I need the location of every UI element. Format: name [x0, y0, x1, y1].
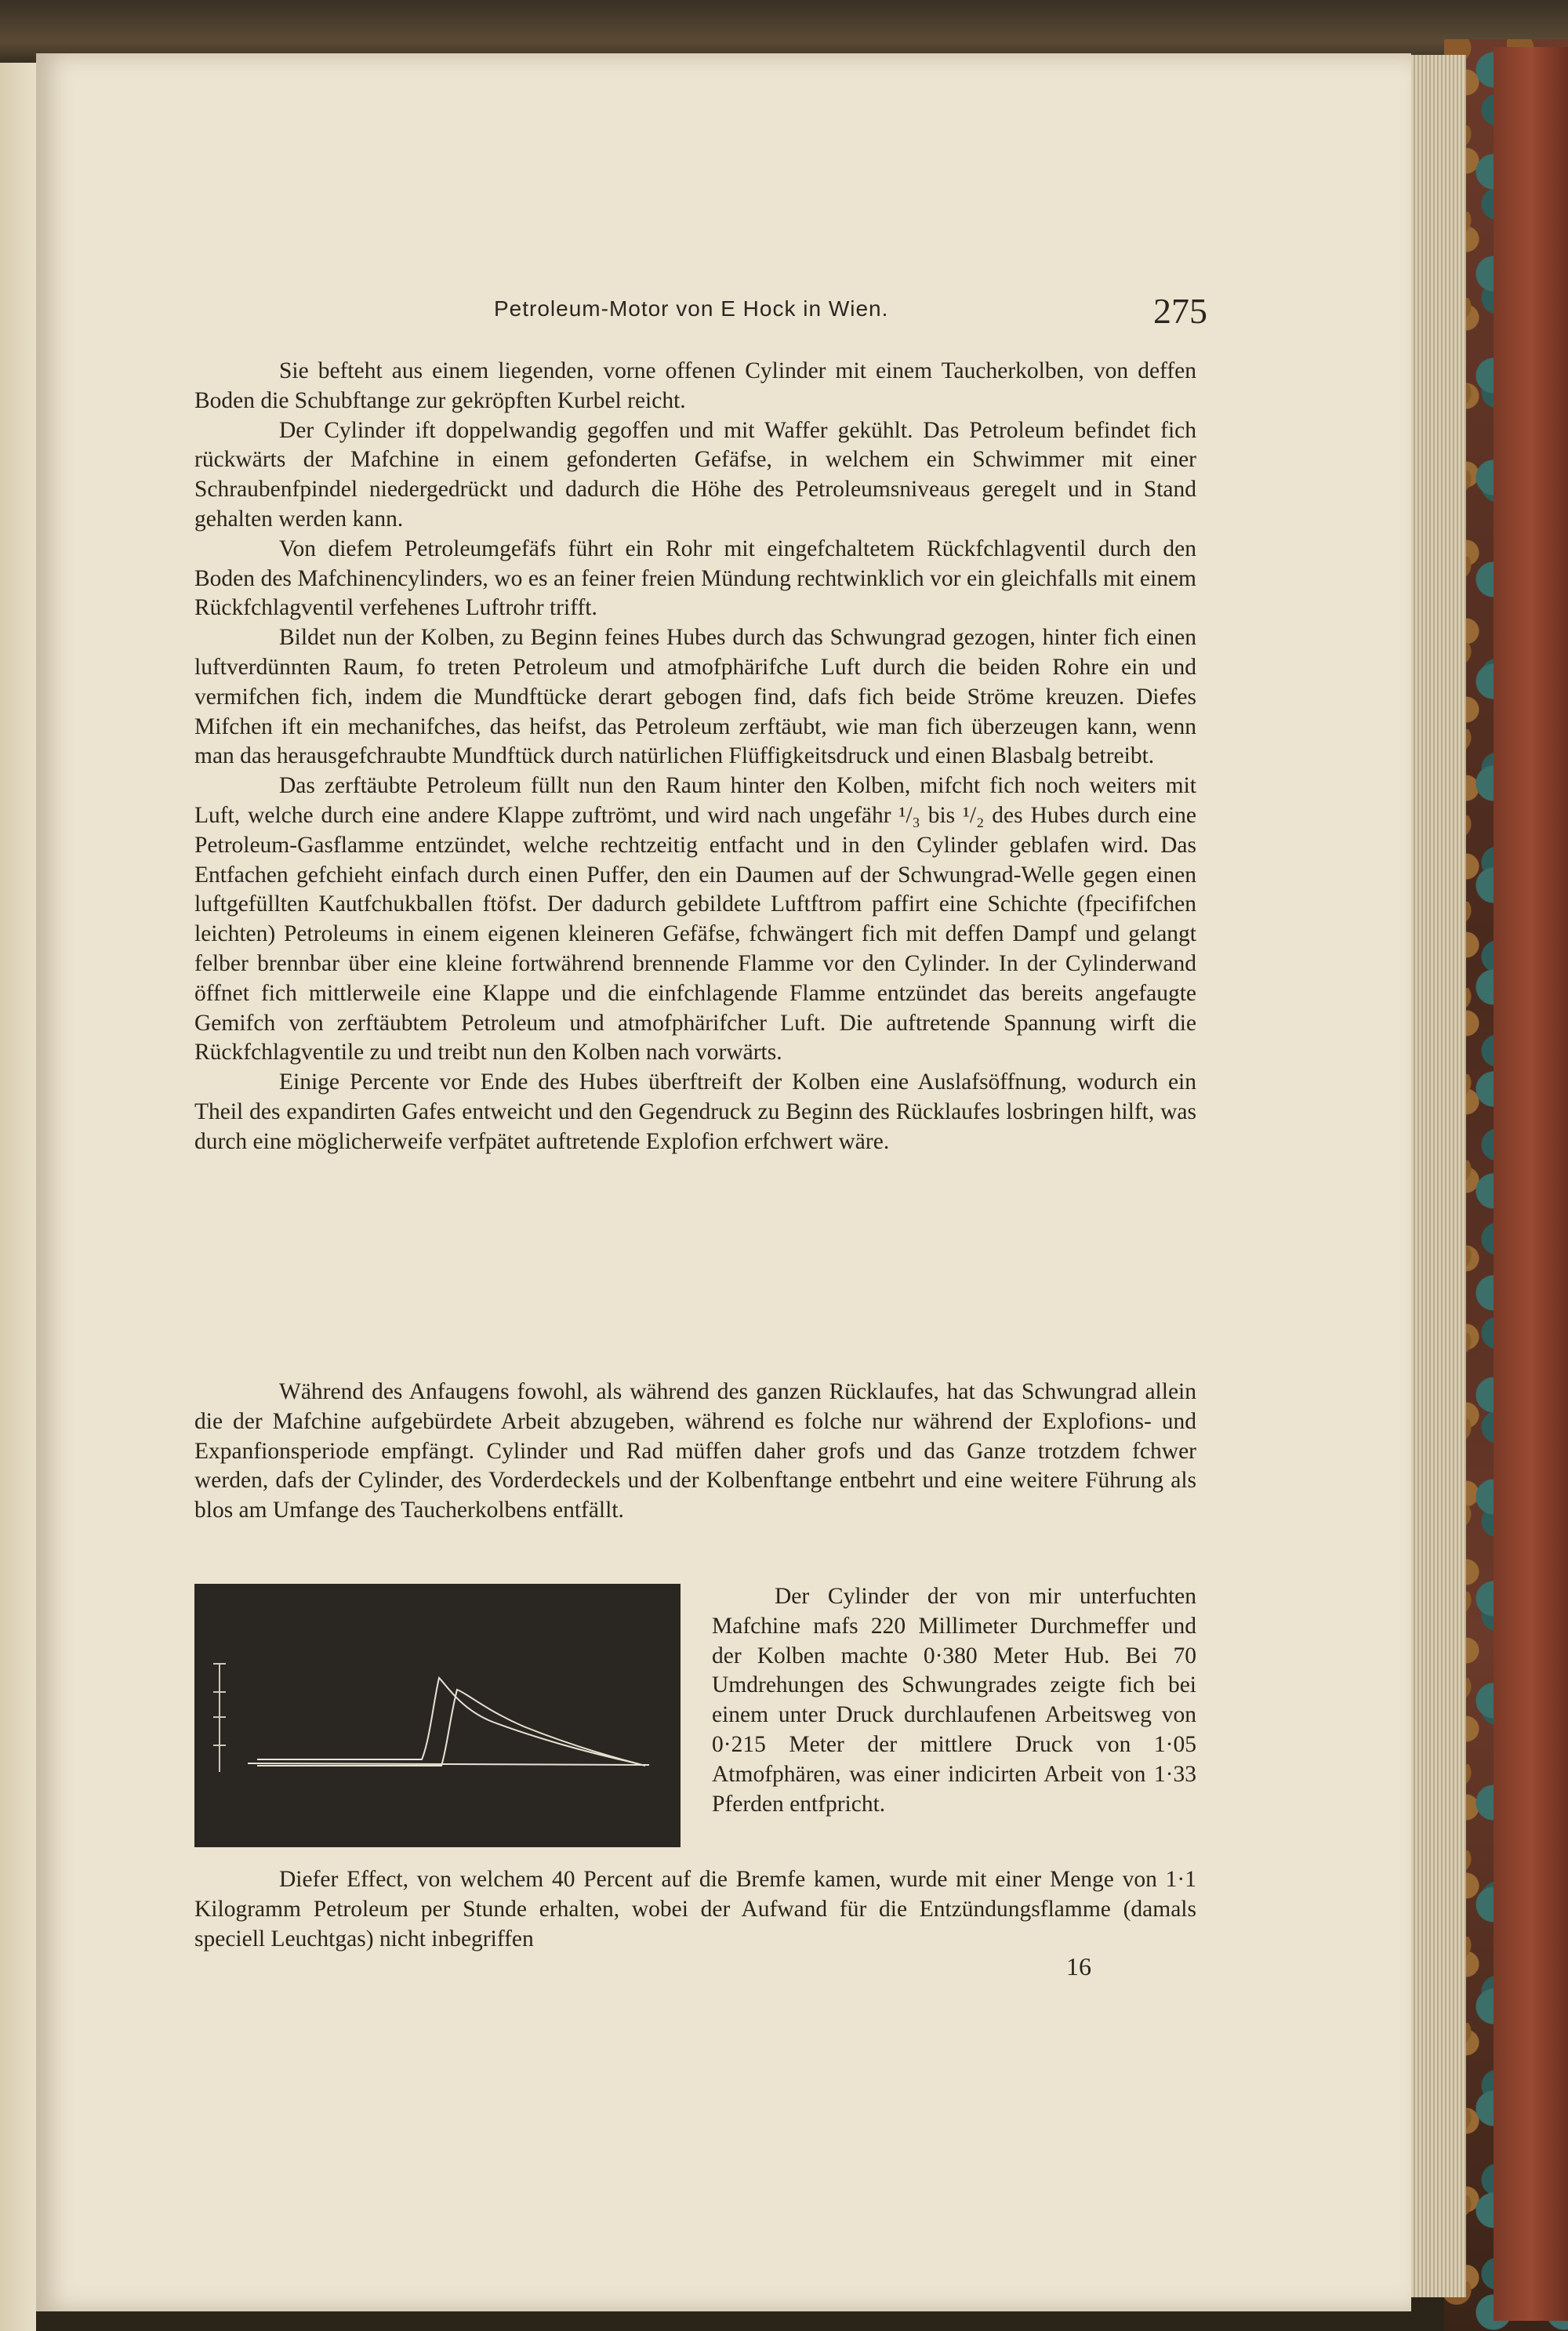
- paragraph: Das zerftäubte Petroleum füllt nun den Raum hinter den Kolben, mifcht fich noch weiters mit Luft, welche durch eine andere Klappe zuftrömt, und wird nach ungefähr ¹/₃ bis ¹/₂ des Hubes durch eine Petroleum-Gasflamme entzündet, welche rechtzeitig entfacht und in den Cylinder geblafen wird. Das Entfachen gefchieht einfach durch einen Puffer, den ein Daumen auf der Schwungrad-Welle gegen einen luftgefüllten Kautfchukballen ftöfst. Der dadurch gebildete Luftftrom paffirt eine Schichte (fpecififchen leichten) Petroleums in einem eigenen kleineren Gefäfse, fchwängert fich mit deffen Dampf und gelangt felber brennbar über eine kleine fortwährend brennende Flamme vor den Cylinder. In der Cylinderwand öffnet fich mittlerweile eine Klappe und die einfchlagende Flamme entzündet das bereits angefaugte Gemifch von zerftäubtem Petroleum und atmofphärifcher Luft. Die auftretende Spannung wirft die Rückfchlagventile zu und treibt nun den Kolben nach vorwärts.: [194, 773, 1196, 1066]
- body-text-bottom: [194, 1865, 1196, 1954]
- signature-mark: 16: [1066, 1952, 1091, 1981]
- side-text: [712, 1582, 1196, 1819]
- paragraph: Von diefem Petroleumgefäfs führt ein Rohr mit eingefchaltetem Rückfchlagventil durch den Boden des Mafchinencylinders, wo es an feiner freien Mündung rechtwinklich vor ein gleichfalls mit einem Rückfchlagventil verfehenes Luftrohr trifft.: [194, 536, 1196, 621]
- page-edges-stack: [1411, 55, 1466, 2297]
- paragraph: Einige Percente vor Ende des Hubes überftreift der Kolben eine Auslafsöffnung, wodurch ein Theil des expandirten Gafes entweicht und den Gegendruck zu Beginn des Rücklaufes losbringen hilft, was durch eine möglicherweife verfpätet auftretende Explofion erfchwert wäre.: [194, 1069, 1196, 1154]
- paragraph: Während des Anfaugens fowohl, als während des ganzen Rücklaufes, hat das Schwungrad allein die der Mafchine aufgebürdete Arbeit abzugeben, während es folche nur während der Explofions- und Expanfionsperiode empfängt. Cylinder und Rad müffen daher grofs und das Ganze trotzdem fchwer werden, dafs der Cylinder, des Vorderdeckels und der Kolbenftange entbehrt und eine weitere Führung als blos am Umfange des Taucherkolbens entfällt.: [194, 1379, 1196, 1523]
- paragraph: Der Cylinder der von mir unterfuchten Mafchine mafs 220 Millimeter Durchmeffer und der Kolben machte 0·380 Meter Hub. Bei 70 Umdrehungen des Schwungrades zeigte fich bei einem unter Druck durchlaufenen Arbeitsweg von 0·215 Meter der mittlere Druck von 1·05 Atmofphären, was einer indicirten Arbeit von 1·33 Pferden entfpricht.: [712, 1584, 1196, 1817]
- paragraph: Bildet nun der Kolben, zu Beginn feines Hubes durch das Schwungrad gezogen, hinter fich einen luftverdünnten Raum, fo treten Petroleum und atmofphärifche Luft durch die beiden Rohre ein und vermifchen fich, indem die Mundftücke derart gebogen find, dafs fich beide Ströme kreuzen. Diefes Mifchen ift ein mechanifches, das heifst, das Petroleum zerftäubt, wie man fich überzeugen kann, wenn man das herausgefchraubte Mundftück durch natürlichen Flüffigkeitsdruck und einen Blasbalg betreibt.: [194, 625, 1196, 769]
- paragraph: Diefer Effect, von welchem 40 Percent auf die Bremfe kamen, wurde mit einer Menge von 1·1 Kilogramm Petroleum per Stunde erhalten, wobei der Aufwand für die Entzündungsflamme (damals speciell Leuchtgas) nicht inbegriffen: [194, 1867, 1196, 1952]
- indicator-diagram-svg: [194, 1584, 681, 1847]
- running-header: Petroleum-Motor von E Hock in Wien.: [494, 296, 889, 321]
- body-text-top: [194, 357, 1196, 1157]
- body-text-middle: [194, 1378, 1196, 1526]
- leather-spine-strip: [1494, 47, 1568, 2321]
- page-number: 275: [1153, 291, 1207, 331]
- figure-background: [194, 1584, 681, 1847]
- left-page-edge: [0, 63, 36, 2331]
- indicator-diagram-figure: [194, 1584, 681, 1847]
- paragraph: Der Cylinder ift doppelwandig gegoffen und mit Waffer gekühlt. Das Petroleum befindet fich rückwärts der Mafchine in einem gefonderten Gefäfse, in welchem ein Schwimmer mit einer Schraubenfpindel niedergedrückt und dadurch die Höhe des Petroleumsniveaus geregelt und in Stand gehalten werden kann.: [194, 417, 1196, 532]
- paragraph: Sie befteht aus einem liegenden, vorne offenen Cylinder mit einem Taucherkolben, von deffen Boden die Schubftange zur gekröpften Kurbel reicht.: [194, 358, 1196, 413]
